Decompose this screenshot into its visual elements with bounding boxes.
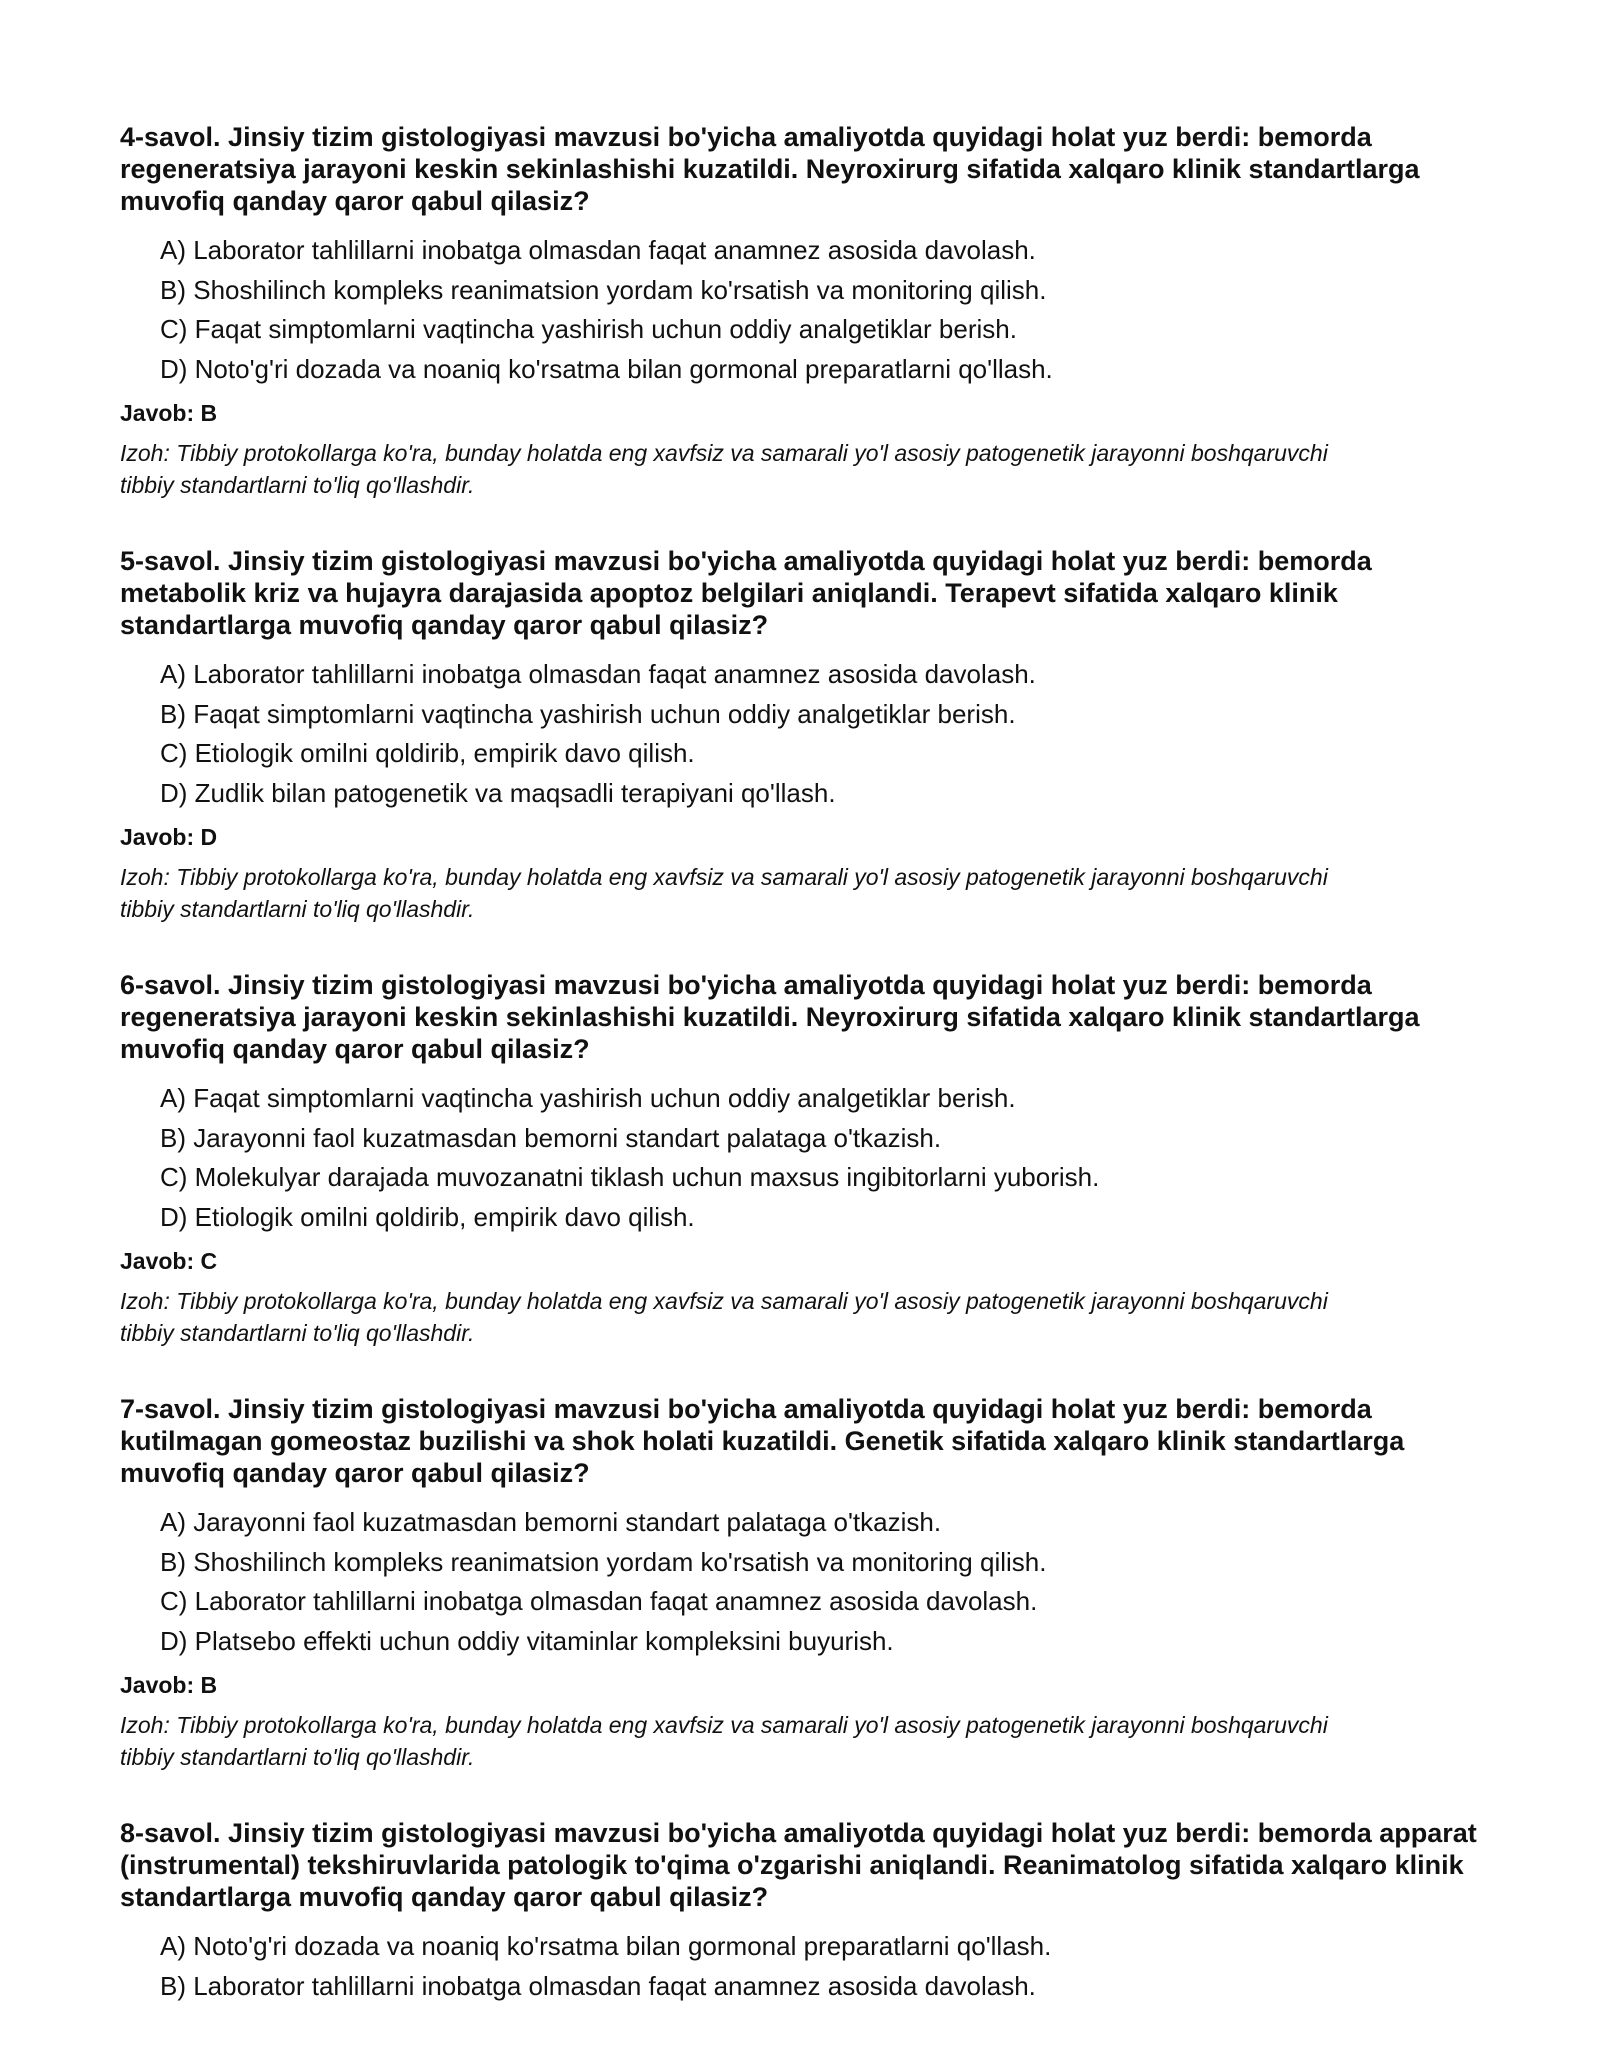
option-c: C) Faqat simptomlarni vaqtincha yashirish uchun oddiy analgetiklar berish. bbox=[160, 314, 1017, 344]
option-d: D) Zudlik bilan patogenetik va maqsadli terapiyani qo'llash. bbox=[160, 777, 836, 808]
option-d: D) Platsebo effekti uchun oddiy vitaminlar kompleksini buyurish. bbox=[160, 1625, 894, 1656]
option-c: C) Laborator tahlillarni inobatga olmasdan faqat anamnez asosida davolash. bbox=[160, 1586, 1038, 1616]
explanation-note: Izoh: Tibbiy protokollarga ko'ra, bunday holatda eng xavfsiz va samarali yo'l asosiy patogenetik jarayonni boshqaruvchi tibbiy standartlarni to'liq qo'llashdir. bbox=[120, 1288, 1328, 1346]
answer-text: Javob: B bbox=[120, 400, 218, 426]
question-title: 6-savol. Jinsiy tizim gistologiyasi mavzusi bo'yicha amaliyotda quyidagi holat yuz berdi: bemorda regeneratsiya jarayoni keskin sekinlashishi kuzatildi. Neyroxirurg sifatida xalqaro klinik standartlarga muvofiq qanday qaror qabul qilasiz? bbox=[120, 970, 1420, 1064]
option-b: B) Shoshilinch kompleks reanimatsion yordam ko'rsatish va monitoring qilish. bbox=[160, 274, 1047, 305]
explanation-note: Izoh: Tibbiy protokollarga ko'ra, bunday holatda eng xavfsiz va samarali yo'l asosiy patogenetik jarayonni boshqaruvchi tibbiy standartlarni to'liq qo'llashdir. bbox=[120, 440, 1328, 498]
question-4 bbox=[120, 121, 1480, 501]
option-b: B) Faqat simptomlarni vaqtincha yashirish uchun oddiy analgetiklar berish. bbox=[160, 698, 1016, 729]
option-a: A) Noto'g'ri dozada va noaniq ko'rsatma bilan gormonal preparatlarni qo'llash. bbox=[160, 1931, 1052, 1961]
options-list bbox=[120, 655, 1480, 813]
options-list bbox=[120, 1503, 1480, 1661]
question-7 bbox=[120, 1393, 1480, 1773]
option-a: A) Laborator tahlillarni inobatga olmasdan faqat anamnez asosida davolash. bbox=[160, 235, 1036, 265]
option-a: A) Faqat simptomlarni vaqtincha yashirish uchun oddiy analgetiklar berish. bbox=[160, 1083, 1016, 1113]
option-b: B) Laborator tahlillarni inobatga olmasdan faqat anamnez asosida davolash. bbox=[160, 1970, 1036, 2001]
question-title: 8-savol. Jinsiy tizim gistologiyasi mavzusi bo'yicha amaliyotda quyidagi holat yuz berdi: bemorda apparat (instrumental) tekshiruvlarida patologik to'qima o'zgarishi aniqlandi. Reanimatolog sifatida xalqaro klinik standartlarga muvofiq qanday qaror qabul qilasiz? bbox=[120, 1818, 1477, 1912]
options-list bbox=[120, 1927, 1480, 2006]
option-b: B) Jarayonni faol kuzatmasdan bemorni standart palataga o'tkazish. bbox=[160, 1122, 942, 1153]
answer-text: Javob: C bbox=[120, 1248, 218, 1274]
options-list bbox=[120, 231, 1480, 389]
answer-text: Javob: B bbox=[120, 1672, 218, 1698]
explanation-note: Izoh: Tibbiy protokollarga ko'ra, bunday holatda eng xavfsiz va samarali yo'l asosiy patogenetik jarayonni boshqaruvchi tibbiy standartlarni to'liq qo'llashdir. bbox=[120, 1712, 1328, 1770]
answer-text: Javob: D bbox=[120, 824, 218, 850]
question-title: 5-savol. Jinsiy tizim gistologiyasi mavzusi bo'yicha amaliyotda quyidagi holat yuz berdi: bemorda metabolik kriz va hujayra darajasida apoptoz belgilari aniqlandi. Terapevt sifatida xalqaro klinik standartlarga muvofiq qanday qaror qabul qilasiz? bbox=[120, 546, 1372, 640]
question-title: 7-savol. Jinsiy tizim gistologiyasi mavzusi bo'yicha amaliyotda quyidagi holat yuz berdi: bemorda kutilmagan gomeostaz buzilishi va shok holati kuzatildi. Genetik sifatida xalqaro klinik standartlarga muvofiq qanday qaror qabul qilasiz? bbox=[120, 1394, 1405, 1488]
option-c: C) Molekulyar darajada muvozanatni tiklash uchun maxsus ingibitorlarni yuborish. bbox=[160, 1162, 1100, 1192]
option-a: A) Laborator tahlillarni inobatga olmasdan faqat anamnez asosida davolash. bbox=[160, 659, 1036, 689]
option-a: A) Jarayonni faol kuzatmasdan bemorni standart palataga o'tkazish. bbox=[160, 1507, 942, 1537]
options-list bbox=[120, 1079, 1480, 1237]
question-8 bbox=[120, 1817, 1480, 2006]
option-d: D) Etiologik omilni qoldirib, empirik davo qilish. bbox=[160, 1201, 695, 1232]
option-d: D) Noto'g'ri dozada va noaniq ko'rsatma bilan gormonal preparatlarni qo'llash. bbox=[160, 353, 1053, 384]
option-c: C) Etiologik omilni qoldirib, empirik davo qilish. bbox=[160, 738, 695, 768]
explanation-note: Izoh: Tibbiy protokollarga ko'ra, bunday holatda eng xavfsiz va samarali yo'l asosiy patogenetik jarayonni boshqaruvchi tibbiy standartlarni to'liq qo'llashdir. bbox=[120, 864, 1328, 922]
question-title: 4-savol. Jinsiy tizim gistologiyasi mavzusi bo'yicha amaliyotda quyidagi holat yuz berdi: bemorda regeneratsiya jarayoni keskin sekinlashishi kuzatildi. Neyroxirurg sifatida xalqaro klinik standartlarga muvofiq qanday qaror qabul qilasiz? bbox=[120, 122, 1420, 216]
option-b: B) Shoshilinch kompleks reanimatsion yordam ko'rsatish va monitoring qilish. bbox=[160, 1546, 1047, 1577]
question-5 bbox=[120, 545, 1480, 925]
question-6 bbox=[120, 969, 1480, 1349]
